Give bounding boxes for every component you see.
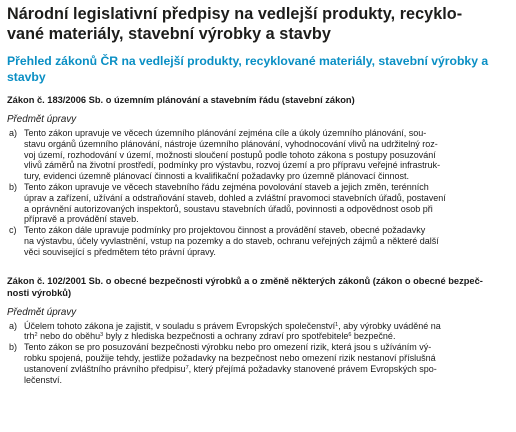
section-label-predmet-upravy: Předmět úpravy xyxy=(7,306,77,318)
list-item xyxy=(7,182,508,225)
list-item-line: věci související s předmětem této právní úpravy. xyxy=(24,246,216,257)
list-item-marker: b) xyxy=(9,342,18,353)
text-run: , který přejímá požadavky stanovené právem Evropských spo- xyxy=(188,363,437,374)
law-items-list xyxy=(7,321,508,386)
document-subtitle xyxy=(7,54,508,85)
list-item-line: robku spojená, použije tehdy, jestliže požadavky na bezpečnost nebo omezení rizik nestanoví příslušná xyxy=(24,352,436,363)
list-item-text xyxy=(24,342,508,385)
footnote-ref: 6 xyxy=(348,332,352,339)
law-heading: Zákon č. 183/2006 Sb. o územním plánování a stavebním řádu (stavební zákon) xyxy=(7,95,355,105)
list-item-line: Tento zákon dále upravuje podmínky pro projektovou činnost a provádění staveb, obecné požadavky xyxy=(24,225,426,236)
list-item-line: lečenství. xyxy=(24,374,63,385)
list-item xyxy=(7,128,508,182)
text-run: , aby výrobky uváděné na xyxy=(338,320,441,331)
list-item-line: Tento zákon upravuje ve věcech stavebního řádu zejména povolování staveb a jejich změn, terénních xyxy=(24,181,429,192)
document-title-line-1: Národní legislativní předpisy na vedlejší produkty, recyklo- xyxy=(7,5,463,23)
footnote-ref: 3 xyxy=(100,332,104,339)
list-item-text xyxy=(24,128,508,182)
list-item xyxy=(7,342,508,385)
list-item-marker: b) xyxy=(9,181,18,192)
footnote-ref: 2 xyxy=(34,332,38,339)
footnote-ref: 1 xyxy=(335,321,339,328)
list-item-line: na výstavbu, účely vyvlastnění, vstup na pozemky a do staveb, ochranu veřejných zájmů a některé další xyxy=(24,235,439,246)
list-item-text xyxy=(24,182,508,225)
text-run: trh xyxy=(24,331,35,342)
list-item-line xyxy=(24,364,508,375)
list-item-line: a oprávnění autorizovaných inspektorů, soustavu stavebních úřadů, povinnosti a odpovědnost osob při xyxy=(24,203,433,214)
list-item-line: voj území, rozhodování v území, možnosti sloučení postupů podle tohoto zákona s postupy posuzování xyxy=(24,149,436,160)
list-item-text xyxy=(24,321,508,343)
list-item-text xyxy=(24,225,508,257)
list-item-line: Tento zákon se pro posuzování bezpečnosti výrobku nebo pro omezení rizik, která jsou s užíváním vý- xyxy=(24,342,432,353)
document-title-line-2: vané materiály, stavební výrobky a stavby xyxy=(7,24,331,43)
text-run: ustanovení zvláštního právního předpisu xyxy=(24,363,186,374)
list-item-line xyxy=(24,321,508,332)
text-run: Účelem tohoto zákona je zajistit, v souladu s právem Evropských společenství xyxy=(24,320,336,331)
list-item-marker: c) xyxy=(9,225,17,236)
list-item-line: vlivů záměrů na životní prostředí, podmínky pro výstavbu, rozvoj území a pro přípravu veřejné infrastruk- xyxy=(24,160,441,171)
list-item-line: stavu orgánů územního plánování, nástroje územního plánování, vyhodnocování vlivů na udržitelný roz- xyxy=(24,138,438,149)
list-item-line: úprav a zařízení, užívání a odstraňování staveb, dohled a zvláštní pravomoci stavebních úřadů, postavení xyxy=(24,192,446,203)
law-section-102-2001 xyxy=(7,275,508,386)
list-item xyxy=(7,225,508,257)
text-run: byly z hlediska bezpečnosti a ochrany zdraví pro spotřebitele xyxy=(103,331,349,342)
document-subtitle-line-2: stavby xyxy=(7,69,46,84)
document-subtitle-line-1: Přehled zákonů ČR na vedlejší produkty, recyklované materiály, stavební výrobky a xyxy=(7,54,489,68)
document-title xyxy=(7,5,508,44)
law-heading-line-1: Zákon č. 102/2001 Sb. o obecné bezpečnosti výrobků a o změně některých zákonů (zákon o obecné bezpeč- xyxy=(7,275,483,286)
text-run: nebo do oběhu xyxy=(37,331,101,342)
list-item xyxy=(7,321,508,343)
list-item-marker: a) xyxy=(9,128,18,138)
law-items-list xyxy=(7,128,508,258)
list-item-line xyxy=(24,331,508,342)
law-heading xyxy=(7,275,508,299)
list-item-line: přípravě a provádění staveb. xyxy=(24,214,139,225)
list-item-line: Tento zákon upravuje ve věcech územního plánování zejména cíle a úkoly územního plánování, sou- xyxy=(24,128,427,138)
list-item-line: tury, evidenci územně plánovací činnosti a kvalifikační požadavky pro územně plánovací činnost. xyxy=(24,171,410,182)
text-run: bezpečné. xyxy=(351,331,396,342)
section-label-predmet-upravy: Předmět úpravy xyxy=(7,114,77,125)
law-heading-line-2: nosti výrobků) xyxy=(7,287,72,298)
law-section-183-2006 xyxy=(7,94,508,258)
list-item-marker: a) xyxy=(9,320,18,331)
footnote-ref: 7 xyxy=(185,364,189,371)
